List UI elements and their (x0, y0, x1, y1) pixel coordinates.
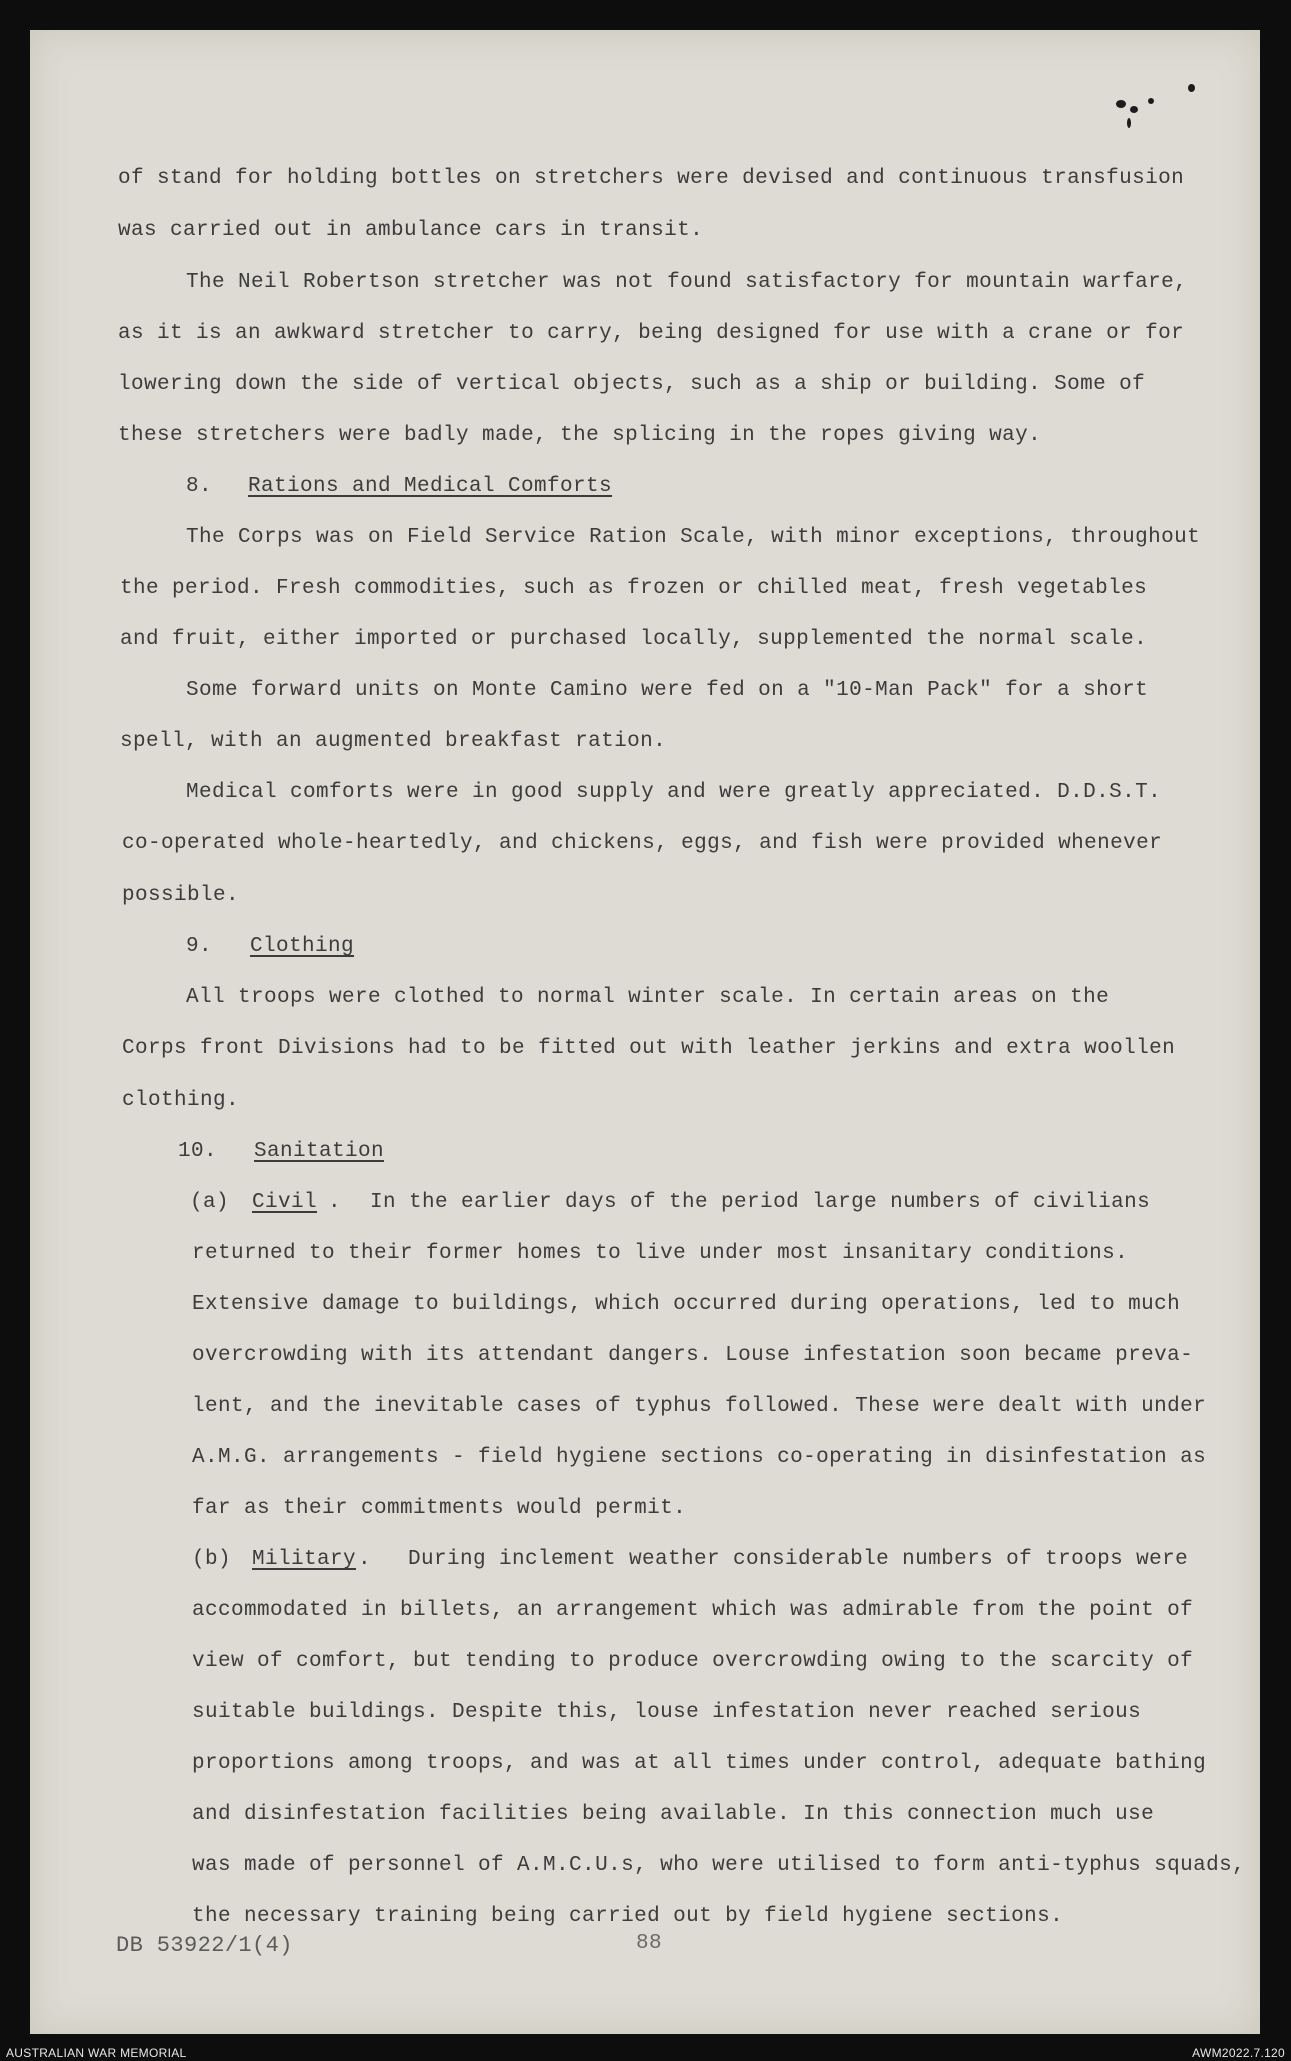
text-line: the necessary training being carried out by field hygiene sections. (192, 1905, 1064, 1928)
archive-name: AUSTRALIAN WAR MEMORIAL (6, 2046, 187, 2060)
text-line: was carried out in ambulance cars in transit. (118, 219, 704, 242)
text-line: was made of personnel of A.M.C.U.s, who were utilised to form anti-typhus squads, (192, 1854, 1246, 1877)
section-number: 10. (178, 1140, 218, 1163)
section-heading: Rations and Medical Comforts (248, 475, 613, 498)
text-line: accommodated in billets, an arrangement which was admirable from the point of (192, 1599, 1194, 1622)
ink-stain (1127, 118, 1131, 128)
text-line: of stand for holding bottles on stretchers were devised and continuous transfusion (118, 167, 1185, 190)
text-line: as it is an awkward stretcher to carry, being designed for use with a crane or for (118, 322, 1185, 345)
archive-accession-number: AWM2022.7.120 (1192, 2046, 1285, 2060)
text-line: lent, and the inevitable cases of typhus followed. These were dealt with under (192, 1395, 1207, 1418)
text-line: The Neil Robertson stretcher was not found satisfactory for mountain warfare, (186, 271, 1188, 294)
text-line: possible. (122, 884, 240, 907)
text-line: spell, with an augmented breakfast ration. (120, 730, 667, 753)
text-line: these stretchers were badly made, the splicing in the ropes giving way. (118, 424, 1042, 447)
subsection-number: (b) (192, 1548, 232, 1571)
text-line: far as their commitments would permit. (192, 1497, 687, 1520)
text-line: the period. Fresh commodities, such as frozen or chilled meat, fresh vegetables (120, 577, 1148, 600)
text-line: Medical comforts were in good supply and were greatly appreciated. D.D.S.T. (186, 781, 1162, 804)
text-line: returned to their former homes to live under most insanitary conditions. (192, 1242, 1129, 1265)
text-line: Some forward units on Monte Camino were fed on a "10-Man Pack" for a short (186, 679, 1149, 702)
text-line: During inclement weather considerable numbers of troops were (408, 1548, 1189, 1571)
archive-footer (0, 2036, 1291, 2061)
section-number: 9. (186, 935, 213, 958)
text-line: suitable buildings. Despite this, louse infestation never reached serious (192, 1701, 1142, 1724)
ink-stain (1148, 98, 1154, 104)
subsection-heading: Civil (252, 1191, 318, 1214)
text-line: co-operated whole-heartedly, and chickens, eggs, and fish were provided whenever (122, 832, 1163, 855)
ink-stain (1116, 100, 1126, 108)
ink-stain (1130, 106, 1138, 113)
text-line: overcrowding with its attendant dangers. Louse infestation soon became preva- (192, 1344, 1194, 1367)
subsection-heading: Military (252, 1548, 357, 1571)
text-line: clothing. (122, 1089, 240, 1112)
text-line: and disinfestation facilities being available. In this connection much use (192, 1803, 1155, 1826)
text-line: Extensive damage to buildings, which occurred during operations, led to much (192, 1293, 1181, 1316)
subsection-period: . (328, 1191, 342, 1214)
ink-stain (1188, 84, 1195, 92)
section-heading: Sanitation (254, 1140, 385, 1163)
section-number: 8. (186, 475, 213, 498)
text-line: All troops were clothed to normal winter scale. In certain areas on the (186, 986, 1110, 1009)
text-line: view of comfort, but tending to produce overcrowding owing to the scarcity of (192, 1650, 1194, 1673)
text-line: In the earlier days of the period large numbers of civilians (370, 1191, 1151, 1214)
text-line: and fruit, either imported or purchased locally, supplemented the normal scale. (120, 628, 1148, 651)
section-heading: Clothing (250, 935, 355, 958)
subsection-period: . (358, 1548, 372, 1571)
text-line: lowering down the side of vertical objects, such as a ship or building. Some of (118, 373, 1146, 396)
document-reference: DB 53922/1(4) (116, 1933, 293, 1958)
subsection-number: (a) (190, 1191, 230, 1214)
text-line: A.M.G. arrangements - field hygiene sections co-operating in disinfestation as (192, 1446, 1207, 1469)
text-line: Corps front Divisions had to be fitted out with leather jerkins and extra woollen (122, 1037, 1176, 1060)
text-line: proportions among troops, and was at all times under control, adequate bathing (192, 1752, 1207, 1775)
text-line: The Corps was on Field Service Ration Scale, with minor exceptions, throughout (186, 526, 1201, 549)
page-number: 88 (636, 1932, 663, 1955)
